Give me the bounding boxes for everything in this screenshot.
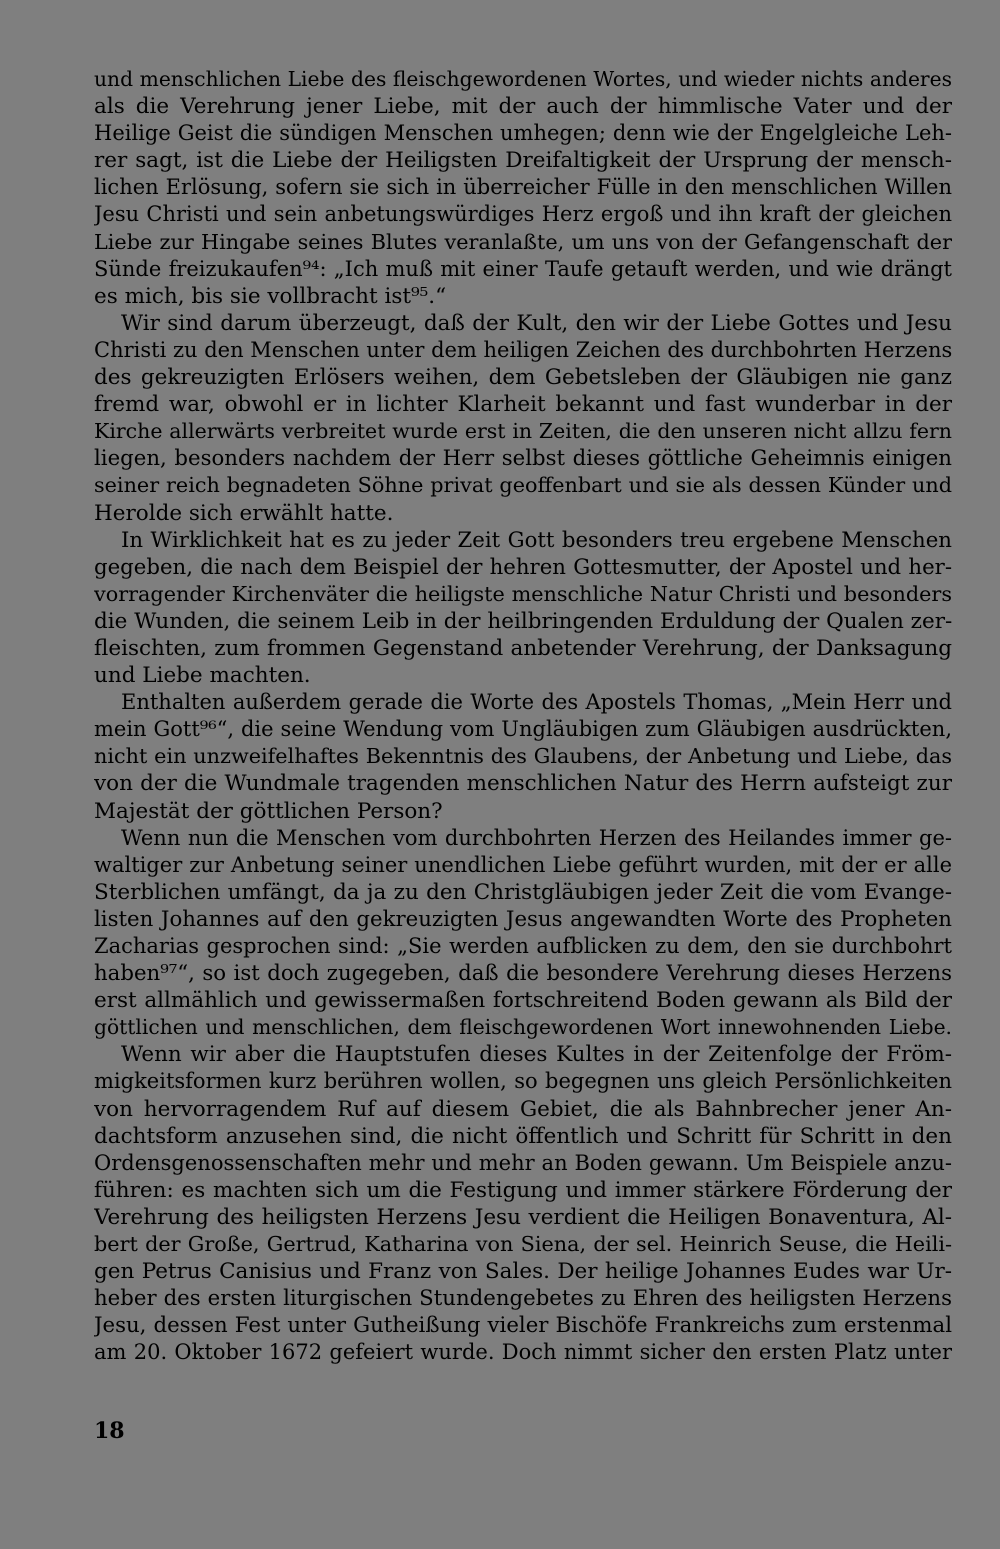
text-line: und Liebe machten. [94, 663, 311, 689]
text-line: fleischten, zum frommen Gegenstand anbetender Verehrung, der Danksagung [94, 635, 952, 661]
text-line: von hervorragendem Ruf auf diesem Gebiet, die als Bahnbrecher jener An- [94, 1096, 952, 1122]
text-line: von der die Wundmale tragenden menschlichen Natur des Herrn aufsteigt zur [94, 771, 952, 797]
text-line: gegeben, die nach dem Beispiel der hehren Gottesmutter, der Apostel und her- [94, 554, 952, 580]
text-line: es mich, bis sie vollbracht ist⁹⁵.“ [94, 283, 447, 309]
body-text [94, 66, 952, 1367]
text-line: gen Petrus Canisius und Franz von Sales. Der heilige Johannes Eudes war Ur- [94, 1259, 952, 1285]
text-line: heber des ersten liturgischen Stundengebetes zu Ehren des heiligsten Herzens [94, 1286, 952, 1312]
text-line: Herolde sich erwählt hatte. [94, 500, 394, 526]
text-line: mein Gott⁹⁶“, die seine Wendung vom Ungläubigen zum Gläubigen ausdrückten, [94, 717, 952, 742]
text-line: bert der Große, Gertrud, Katharina von Siena, der sel. Heinrich Seuse, die Heili- [94, 1232, 952, 1257]
text-line: des gekreuzigten Erlösers weihen, dem Gebetsleben der Gläubigen nie ganz [94, 365, 952, 391]
text-line: erst allmählich und gewissermaßen fortschreitend Boden gewann als Bild der [94, 988, 952, 1014]
text-line: Sünde freizukaufen⁹⁴: „Ich muß mit einer Taufe getauft werden, und wie drängt [94, 256, 952, 281]
text-line: haben⁹⁷“, so ist doch zugegeben, daß die besondere Verehrung dieses Herzens [94, 961, 952, 987]
text-line: In Wirklichkeit hat es zu jeder Zeit Gott besonders treu ergebene Menschen [121, 527, 952, 553]
text-line: Sterblichen umfängt, da ja zu den Christgläubigen jeder Zeit die vom Evange- [94, 879, 952, 905]
text-line: Liebe zur Hingabe seines Blutes veranlaßte, um uns von der Gefangenschaft der [94, 229, 952, 254]
text-line: lichen Erlösung, sofern sie sich in überreicher Fülle in den menschlichen Willen [94, 175, 952, 200]
page-number: 18 [94, 1418, 125, 1444]
text-line: als die Verehrung jener Liebe, mit der auch der himmlische Vater und der [94, 94, 952, 120]
text-line: Jesu, dessen Fest unter Gutheißung vieler Bischöfe Frankreichs zum erstenmal [94, 1313, 952, 1339]
text-line: führen: es machten sich um die Festigung und immer stärkere Förderung der [94, 1177, 952, 1203]
text-line: Jesu Christi und sein anbetungswürdiges Herz ergoß und ihn kraft der gleichen [94, 202, 952, 227]
text-line: dachtsform anzusehen sind, die nicht öffentlich und Schritt für Schritt in den [94, 1123, 952, 1149]
text-line: fremd war, obwohl er in lichter Klarheit bekannt und fast wunderbar in der [94, 392, 952, 418]
text-line: göttlichen und menschlichen, dem fleischgewordenen Wort innewohnenden Liebe. [94, 1015, 952, 1040]
text-line: Ordensgenossenschaften mehr und mehr an Boden gewann. Um Beispiele anzu- [94, 1150, 952, 1175]
text-line: rer sagt, ist die Liebe der Heiligsten Dreifaltigkeit der Ursprung der mensch- [94, 148, 952, 174]
text-line: am 20. Oktober 1672 gefeiert wurde. Doch nimmt sicher den ersten Platz unter [94, 1340, 952, 1365]
text-line: migkeitsformen kurz berühren wollen, so begegnen uns gleich Persönlichkeiten [94, 1069, 952, 1094]
text-line: nicht ein unzweifelhaftes Bekenntnis des Glaubens, der Anbetung und Liebe, das [94, 744, 952, 769]
text-line: seiner reich begnadeten Söhne privat geoffenbart und sie als dessen Künder und [94, 473, 952, 498]
text-line: liegen, besonders nachdem der Herr selbst dieses göttliche Geheimnis einigen [94, 446, 952, 472]
text-line: vorragender Kirchenväter die heiligste menschliche Natur Christi und besonders [94, 581, 952, 606]
text-line: Kirche allerwärts verbreitet wurde erst in Zeiten, die den unseren nicht allzu fern [94, 419, 952, 444]
text-line: Christi zu den Menschen unter dem heiligen Zeichen des durchbohrten Herzens [94, 337, 952, 362]
text-line: Zacharias gesprochen sind: „Sie werden aufblicken zu dem, den sie durchbohrt [94, 934, 952, 958]
text-line: Wenn wir aber die Hauptstufen dieses Kultes in der Zeitenfolge der Fröm- [121, 1042, 952, 1068]
text-line: listen Johannes auf den gekreuzigten Jesus angewandten Worte des Propheten [94, 906, 952, 932]
text-line: waltiger zur Anbetung seiner unendlichen Liebe geführt wurden, mit der er alle [94, 852, 952, 877]
text-line: Heilige Geist die sündigen Menschen umhegen; denn wie der Engelgleiche Leh- [94, 121, 952, 146]
text-line: Wir sind darum überzeugt, daß der Kult, den wir der Liebe Gottes und Jesu [121, 310, 952, 336]
text-line: und menschlichen Liebe des fleischgewordenen Wortes, und wieder nichts anderes [94, 67, 952, 91]
text-line: die Wunden, die seinem Leib in der heilbringenden Erduldung der Qualen zer- [94, 608, 952, 634]
text-line: Majestät der göttlichen Person? [94, 798, 443, 824]
text-line: Wenn nun die Menschen vom durchbohrten Herzen des Heilandes immer ge- [121, 825, 952, 850]
text-line: Enthalten außerdem gerade die Worte des Apostels Thomas, „Mein Herr und [121, 690, 952, 715]
text-line: Verehrung des heiligsten Herzens Jesu verdient die Heiligen Bonaventura, Al- [94, 1204, 952, 1230]
